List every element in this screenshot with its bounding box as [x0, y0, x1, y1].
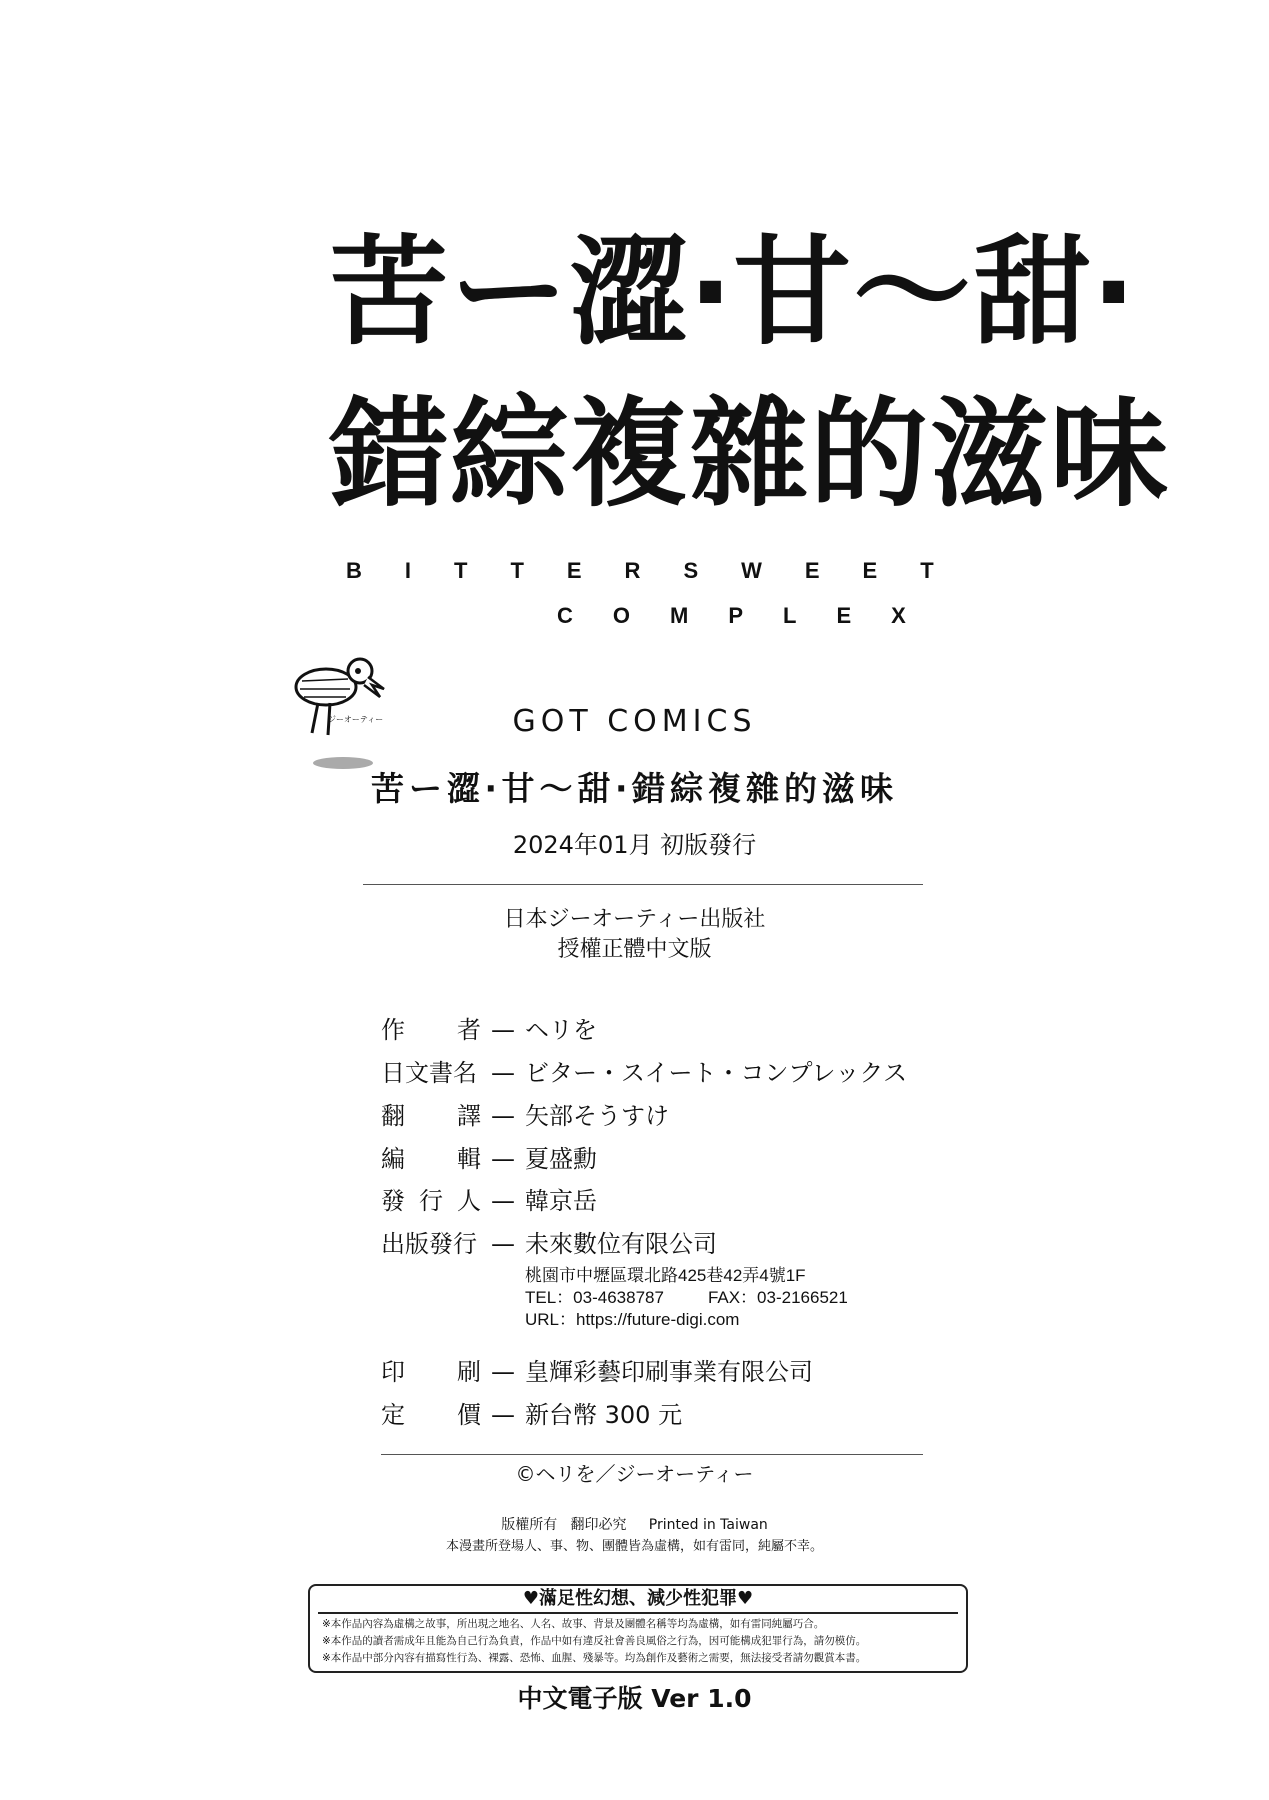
- credit-label-char: 人: [457, 1187, 481, 1215]
- dash: —: [491, 1230, 515, 1258]
- dash: —: [491, 1102, 515, 1130]
- credit-label-char: 定: [381, 1401, 405, 1429]
- dash: —: [491, 1187, 515, 1215]
- credit-label-char: 日文書名: [381, 1059, 477, 1087]
- credit-value: 新台幣 300 元: [525, 1401, 683, 1429]
- title-line-1: 苦ー澀‧甘〜甜‧: [330, 223, 1137, 361]
- credit-label: [381, 1185, 481, 1217]
- credit-value: 韓京岳: [525, 1187, 597, 1215]
- credit-row: [381, 1356, 813, 1388]
- license-line-2: 授權正體中文版: [557, 937, 712, 962]
- credit-label-char: 編: [381, 1145, 405, 1173]
- license-line-1: 日本ジーオーティー出版社: [503, 907, 766, 932]
- credit-value: 矢部そうすけ: [525, 1102, 669, 1130]
- divider: [363, 884, 923, 885]
- dash: —: [491, 1145, 515, 1173]
- credit-row: [381, 1185, 597, 1217]
- publisher-address: 桃園市中壢區環北路425巷42弄4號1F: [525, 1266, 806, 1285]
- credit-label-char: 翻: [381, 1102, 405, 1130]
- credit-label: [381, 1014, 481, 1046]
- edition: 2024年01月 初版發行: [512, 831, 757, 859]
- english-title-line-2: COMPLEX: [557, 603, 946, 628]
- notice-line: ※本作品中部分內容有描寫性行為、裸露、恐怖、血腥、殘暴等。均為創作及藝術之需要，無法接受者請勿觀賞本書。: [322, 1652, 867, 1664]
- credit-label-char: 刷: [457, 1358, 481, 1386]
- publisher-url: URL：https://future-digi.com: [525, 1310, 740, 1329]
- dash: —: [491, 1059, 515, 1087]
- credit-label-char: 譯: [457, 1102, 481, 1130]
- notice-box: [308, 1584, 968, 1673]
- logo-text: ジーオーティー: [328, 715, 384, 724]
- dash: —: [491, 1401, 515, 1429]
- credit-label: [381, 1057, 481, 1089]
- credit-value: ビター・スイート・コンプレックス: [525, 1059, 908, 1087]
- credit-row: [381, 1399, 682, 1431]
- credit-label-char: 發: [381, 1187, 405, 1215]
- credit-label-char: 作: [381, 1016, 405, 1044]
- credit-label: [381, 1228, 481, 1260]
- copyright: ©ヘリを／ジーオーティー: [515, 1462, 754, 1486]
- credit-label-char: 出版發行: [381, 1230, 477, 1258]
- credit-value: 未來數位有限公司: [525, 1230, 717, 1258]
- notice-line: ※本作品內容為虛構之故事，所出現之地名、人名、故事、背景及團體名稱等均為虛構，如有雷同純屬巧合。: [322, 1618, 825, 1630]
- dash: —: [491, 1016, 515, 1044]
- credit-row: [381, 1100, 669, 1132]
- credit-label-char: 輯: [457, 1145, 481, 1173]
- publisher-contact: [525, 1287, 848, 1308]
- credit-label-char: 行: [419, 1187, 443, 1215]
- credit-label: [381, 1143, 481, 1175]
- credit-label: [381, 1399, 481, 1431]
- credit-value: 皇輝彩藝印刷事業有限公司: [525, 1358, 813, 1386]
- publisher-tel: TEL：03-4638787: [525, 1288, 664, 1307]
- dash: —: [491, 1358, 515, 1386]
- version: 中文電子版 Ver 1.0: [517, 1684, 752, 1713]
- credit-label-char: 印: [381, 1358, 405, 1386]
- notice-heading: ♥滿足性幻想、減少性犯罪♥: [318, 1586, 958, 1614]
- book-title: 苦ー澀‧甘～甜‧錯綜複雜的滋味: [371, 769, 898, 808]
- divider: [381, 1454, 923, 1455]
- bird-logo-icon: [288, 655, 398, 770]
- imprint: GOT COMICS: [512, 704, 757, 739]
- credit-label: [381, 1100, 481, 1132]
- credit-label-char: 者: [457, 1016, 481, 1044]
- credit-label-char: 價: [457, 1401, 481, 1429]
- title-line-2: 錯綜複雜的滋味: [330, 385, 1171, 523]
- publisher-fax: FAX：03-2166521: [707, 1288, 848, 1307]
- credit-label: [381, 1356, 481, 1388]
- credit-row: [381, 1228, 717, 1260]
- english-title-line-1: BITTERSWEET: [346, 558, 977, 583]
- rights: 版權所有 翻印必究 Printed in Taiwan: [501, 1517, 768, 1533]
- disclaimer: 本漫畫所登場人、事、物、團體皆為虛構，如有雷同，純屬不幸。: [445, 1539, 824, 1554]
- notice-line: ※本作品的讀者需成年且能為自己行為負責，作品中如有違反社會善良風俗之行為，因可能構成犯罪行為，請勿模仿。: [322, 1635, 867, 1647]
- credit-row: [381, 1014, 597, 1046]
- credit-row: [381, 1143, 597, 1175]
- credit-row: [381, 1057, 907, 1089]
- credit-value: ヘリを: [525, 1016, 597, 1044]
- credit-value: 夏盛勳: [525, 1145, 597, 1173]
